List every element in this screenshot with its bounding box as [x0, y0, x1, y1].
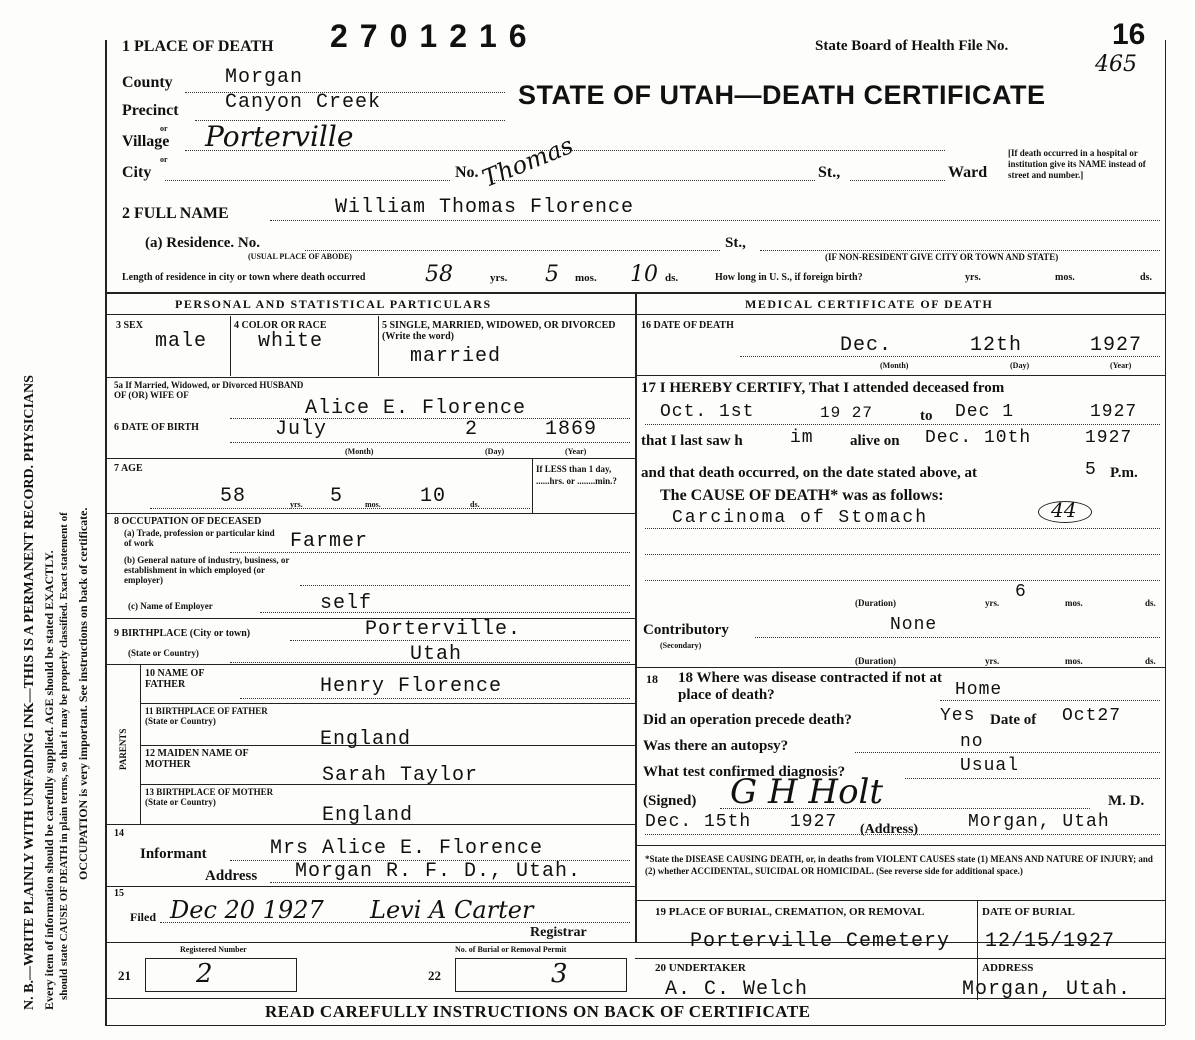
age-ds: 10: [420, 485, 447, 508]
filed-value: Dec 20 1927: [170, 896, 324, 924]
form-rule: [270, 220, 1160, 221]
duration-label: (Duration): [855, 598, 896, 608]
test-label: What test confirmed diagnosis?: [643, 764, 846, 780]
birthplace-value: Porterville.: [365, 618, 522, 641]
burial-place-value: Porterville Cemetery: [690, 930, 951, 953]
contracted-label: 18 Where was disease contracted if not at place of death?: [678, 670, 942, 703]
father-value: Henry Florence: [320, 675, 503, 698]
form-rule: [755, 637, 1160, 638]
form-rule: [532, 458, 533, 513]
form-rule: [905, 778, 1160, 779]
form-rule: [165, 180, 450, 181]
length-yrs-unit: yrs.: [490, 272, 508, 284]
informant-value: Mrs Alice E. Florence: [270, 837, 544, 860]
sex-label: 3 SEX: [116, 320, 143, 331]
length-mos-unit: mos.: [575, 272, 597, 284]
age-mos: 5: [330, 485, 344, 508]
sidebar-line-3: should state CAUSE OF DEATH in plain terms, so that it may be properly classified. Exact statement of: [58, 512, 70, 1000]
form-rule: [290, 640, 630, 641]
occupation-a-label: (a) Trade, profession or particular kind of work: [124, 528, 275, 548]
operation-date-value: Oct27: [1062, 706, 1122, 726]
cause-label: The CAUSE OF DEATH* was as follows:: [660, 487, 944, 504]
ward-label: Ward: [948, 164, 988, 181]
form-rule: [635, 667, 1165, 668]
form-rule: [635, 900, 1165, 901]
undertaker-value: A. C. Welch: [665, 978, 809, 1001]
cause-code: 44: [1051, 498, 1077, 522]
father-birthplace-value: England: [320, 728, 412, 751]
undertaker-address-value: Morgan, Utah.: [962, 978, 1132, 1001]
form-rule: [240, 698, 630, 699]
length-ds-value: 10: [630, 262, 658, 287]
nonresident-note: (IF NON-RESIDENT GIVE CITY OR TOWN AND STATE): [825, 252, 1059, 262]
spouse-label: 5a If Married, Widowed, or Divorced HUSBAND OF (OR) WIFE OF: [114, 380, 304, 400]
village-value: Porterville: [205, 120, 354, 153]
duration-yrs: yrs.: [985, 598, 1000, 608]
form-rule: [105, 998, 1165, 999]
form-rule: [855, 752, 1160, 753]
form-rule: [850, 180, 945, 181]
dob-day-sub: (Day): [485, 447, 505, 456]
state-value: Utah: [410, 643, 463, 666]
certify-label: 17 I HEREBY CERTIFY, That I attended deceased from: [641, 380, 1005, 396]
age-label: 7 AGE: [114, 463, 143, 474]
or-label-2: or: [160, 155, 168, 164]
contrib-duration-yrs: yrs.: [985, 656, 1000, 666]
form-rule: [635, 375, 1165, 376]
if-less-label: If LESS than 1 day, ......hrs. or ........min.?: [536, 464, 617, 486]
form-rule: [270, 882, 630, 883]
color-value: white: [258, 330, 324, 353]
form-rule: [645, 424, 1160, 425]
mother-value: Sarah Taylor: [322, 764, 479, 787]
sidebar-line-1: N. B.—WRITE PLAINLY WITH UNFADING INK—THIS IS A PERMANENT RECORD. PHYSICIANS: [22, 375, 37, 1010]
precinct-value: Canyon Creek: [225, 91, 382, 114]
informant-address-label: Address: [205, 868, 258, 884]
employer-value: self: [320, 592, 373, 615]
form-rule: [230, 442, 630, 443]
length-ds-unit: ds.: [665, 272, 679, 284]
filed-label: Filed: [130, 910, 156, 924]
frame-right: [1165, 40, 1166, 1025]
undertaker-label: 20 UNDERTAKER: [655, 962, 746, 974]
contrib-duration-mos: mos.: [1065, 656, 1083, 666]
duration-value: 6: [1015, 582, 1027, 602]
burial-label: 19 PLACE OF BURIAL, CREMATION, OR REMOVAL: [655, 906, 925, 918]
informant-number: 14: [114, 828, 124, 839]
father-label: 10 NAME OF FATHER: [145, 668, 205, 690]
color-label: 4 COLOR OR RACE: [234, 320, 327, 331]
dod-label: 16 DATE OF DEATH: [641, 320, 734, 331]
st-label: St.,: [818, 164, 841, 181]
pm-label: P.m.: [1110, 465, 1138, 481]
form-rule: [105, 314, 1165, 315]
frame-bottom: [105, 1025, 1165, 1026]
reg-21-label: 21: [118, 968, 131, 983]
registered-number-box: [145, 958, 297, 992]
village-label: Village: [122, 133, 170, 150]
sidebar-line-4: OCCUPATION is very important. See instructions on back of certificate.: [76, 507, 90, 880]
age-yrs: 58: [220, 485, 247, 508]
occupation-label: 8 OCCUPATION OF DECEASED: [114, 516, 262, 527]
footer-instructions: READ CAREFULLY INSTRUCTIONS ON BACK OF CERTIFICATE: [265, 1002, 811, 1021]
physician-address-value: Morgan, Utah: [968, 812, 1110, 832]
ward-note: [If death occurred in a hospital or institution give its NAME instead of street and number.]: [1008, 148, 1146, 180]
physician-signature: G H Holt: [730, 772, 884, 812]
form-rule: [635, 845, 1165, 846]
death-occurred-value: 5: [1085, 460, 1097, 480]
form-rule: [760, 250, 1160, 251]
alive-on-value: Dec. 10th: [925, 428, 1032, 448]
marital-label: 5 SINGLE, MARRIED, WIDOWED, OR DIVORCED (Write the word): [382, 320, 616, 342]
form-rule: [105, 513, 635, 514]
dod-month: Dec.: [840, 334, 893, 357]
us-label: How long in U. S., if foreign birth?: [715, 272, 863, 283]
alive-on-year: 1927: [1085, 428, 1133, 448]
md-label: M. D.: [1108, 793, 1145, 809]
file-no-value: 16: [1112, 18, 1146, 51]
form-rule: [230, 552, 630, 553]
form-rule: [105, 458, 635, 459]
dod-year-sub: (Year): [1110, 361, 1132, 370]
residence-label: (a) Residence. No.: [145, 235, 260, 251]
form-rule: [300, 585, 630, 586]
mother-birthplace-value: England: [322, 804, 414, 827]
form-rule: [105, 377, 635, 378]
full-name-label: 2 FULL NAME: [122, 205, 229, 222]
form-rule: [140, 784, 635, 785]
dod-year: 1927: [1090, 334, 1143, 357]
form-rule: [140, 664, 141, 824]
no-value: Thomas: [478, 131, 578, 193]
form-rule: [140, 703, 635, 704]
medical-heading: MEDICAL CERTIFICATE OF DEATH: [745, 297, 994, 311]
dob-day: 2: [465, 418, 479, 441]
mother-birthplace-label: 13 BIRTHPLACE OF MOTHER (State or Country): [145, 787, 274, 807]
duration-mos: mos.: [1065, 598, 1083, 608]
test-value: Usual: [960, 756, 1020, 776]
us-ds: ds.: [1140, 272, 1152, 283]
age-ds-sub: ds.: [470, 500, 480, 509]
form-rule: [105, 886, 635, 887]
signed-label: (Signed): [643, 793, 697, 809]
dob-year: 1869: [545, 418, 598, 441]
sex-value: male: [155, 330, 208, 353]
reg-22-label: 22: [428, 968, 441, 983]
marital-value: married: [410, 345, 502, 368]
no-label: No.: [455, 164, 479, 181]
file-no-label: State Board of Health File No.: [815, 38, 1009, 54]
registered-number-label: Registered Number: [180, 945, 247, 954]
full-name-value: William Thomas Florence: [335, 196, 635, 219]
city-label: City: [122, 164, 152, 181]
physician-address-label: (Address): [860, 822, 919, 837]
frame-left: [105, 40, 107, 1025]
duration-ds: ds.: [1145, 598, 1156, 608]
us-mos: mos.: [1055, 272, 1075, 283]
informant-address-value: Morgan R. F. D., Utah.: [295, 860, 582, 883]
registrar-label: Registrar: [530, 925, 587, 940]
us-yrs: yrs.: [965, 272, 981, 283]
operation-date-label: Date of: [990, 712, 1037, 728]
contrib-duration-ds: ds.: [1145, 656, 1156, 666]
mother-label: 12 MAIDEN NAME OF MOTHER: [145, 748, 249, 770]
residence-sub: (USUAL PLACE OF ABODE): [248, 252, 352, 261]
form-rule: [378, 316, 379, 376]
secondary-label: (Secondary): [660, 641, 702, 650]
form-rule: [720, 808, 1090, 809]
burial-permit-label: No. of Burial or Removal Permit: [455, 945, 567, 954]
dob-year-sub: (Year): [565, 447, 587, 456]
autopsy-label: Was there an autopsy?: [643, 738, 789, 754]
form-rule: [150, 508, 530, 509]
dod-day-sub: (Day): [1010, 361, 1030, 370]
attended-from-date: Oct. 1st: [660, 402, 755, 422]
dob-label: 6 DATE OF BIRTH: [114, 422, 199, 433]
form-rule: [645, 580, 1160, 581]
burial-date-value: 12/15/1927: [985, 930, 1116, 953]
county-label: County: [122, 74, 173, 91]
form-rule: [260, 612, 630, 613]
county-value: Morgan: [225, 66, 304, 89]
to-label: to: [920, 408, 933, 424]
death-occurred-label: and that death occurred, on the date stated above, at: [641, 465, 977, 481]
sidebar-line-2: Every item of information should be carefully supplied. AGE should be stated EXACTLY.: [42, 550, 56, 1010]
file-no-handwritten: 465: [1095, 52, 1137, 77]
form-rule: [740, 356, 1160, 357]
form-rule: [490, 180, 815, 181]
certificate-number: 2701216: [330, 18, 539, 54]
attended-to-year: 1927: [1090, 402, 1138, 422]
item-18-num: 18: [646, 672, 658, 686]
length-yrs-value: 58: [425, 262, 453, 287]
dob-month-sub: (Month): [345, 447, 374, 456]
informant-label: Informant: [140, 846, 207, 862]
occupation-b-label: (b) General nature of industry, business, or establishment in which employed (or employer): [124, 555, 290, 585]
dob-month: July: [275, 418, 328, 441]
form-rule: [645, 834, 1160, 835]
contrib-duration-label: (Duration): [855, 656, 896, 666]
form-rule: [105, 664, 635, 665]
form-rule: [230, 662, 630, 663]
length-mos-value: 5: [545, 262, 559, 287]
length-label: Length of residence in city or town where death occurred: [122, 272, 366, 283]
form-rule: [645, 528, 1160, 529]
contributory-value: None: [890, 615, 938, 635]
attended-to-date: Dec 1: [955, 402, 1015, 422]
parents-label: PARENTS: [118, 728, 128, 770]
residence-st-label: St.,: [725, 235, 746, 251]
dod-month-sub: (Month): [880, 361, 909, 370]
signed-year: 1927: [790, 812, 838, 832]
autopsy-value: no: [960, 732, 984, 752]
filed-number: 15: [114, 888, 124, 899]
place-of-death-label: 1 PLACE OF DEATH: [122, 38, 274, 55]
birthplace-label: 9 BIRTHPLACE (City or town): [114, 628, 251, 639]
burial-permit-box: [455, 958, 627, 992]
form-rule: [140, 745, 635, 746]
last-saw-label: that I last saw h: [641, 433, 743, 449]
employer-label: (c) Name of Employer: [128, 601, 213, 611]
signed-date: Dec. 15th: [645, 812, 752, 832]
spouse-value: Alice E. Florence: [305, 397, 527, 420]
form-rule: [645, 554, 1160, 555]
contributory-label: Contributory: [643, 622, 729, 638]
cause-value: Carcinoma of Stomach: [672, 508, 929, 528]
form-rule: [305, 250, 720, 251]
state-label: (State or Country): [128, 648, 199, 658]
certificate-title: STATE OF UTAH—DEATH CERTIFICATE: [518, 80, 1046, 110]
father-birthplace-label: 11 BIRTHPLACE OF FATHER (State or Country): [145, 706, 268, 726]
cause-code-circle: [1038, 498, 1092, 523]
form-rule: [160, 922, 630, 923]
burial-date-label: DATE OF BURIAL: [982, 906, 1075, 918]
personal-heading: PERSONAL AND STATISTICAL PARTICULARS: [175, 297, 492, 311]
attended-from-year: 19 27: [820, 404, 874, 422]
age-yrs-sub: yrs.: [290, 500, 303, 509]
last-saw-value: im: [790, 428, 814, 448]
form-rule: [105, 824, 635, 825]
contracted-value: Home: [955, 680, 1003, 700]
occupation-value: Farmer: [290, 530, 369, 553]
alive-on-label: alive on: [850, 433, 900, 449]
form-rule: [940, 700, 1160, 701]
precinct-label: Precinct: [122, 102, 179, 119]
burial-permit-value: 3: [551, 959, 568, 989]
operation-value: Yes: [940, 706, 976, 726]
form-rule: [230, 316, 231, 376]
age-mos-sub: mos.: [365, 500, 381, 509]
operation-label: Did an operation precede death?: [643, 712, 852, 728]
registrar-signature: Levi A Carter: [370, 896, 534, 924]
dod-day: 12th: [970, 334, 1023, 357]
registered-number-value: 2: [196, 959, 213, 989]
form-rule: [635, 958, 1165, 959]
undertaker-address-label: ADDRESS: [982, 962, 1034, 974]
or-label-1: or: [160, 124, 168, 133]
cause-footnote: *State the DISEASE CAUSING DEATH, or, in deaths from VIOLENT CAUSES state (1) MEANS AND NATURE OF INJURY; and (2) whether ACCIDENTAL, SUICIDAL OR HOMICIDAL. (See reverse side for additional space.): [645, 854, 1153, 876]
